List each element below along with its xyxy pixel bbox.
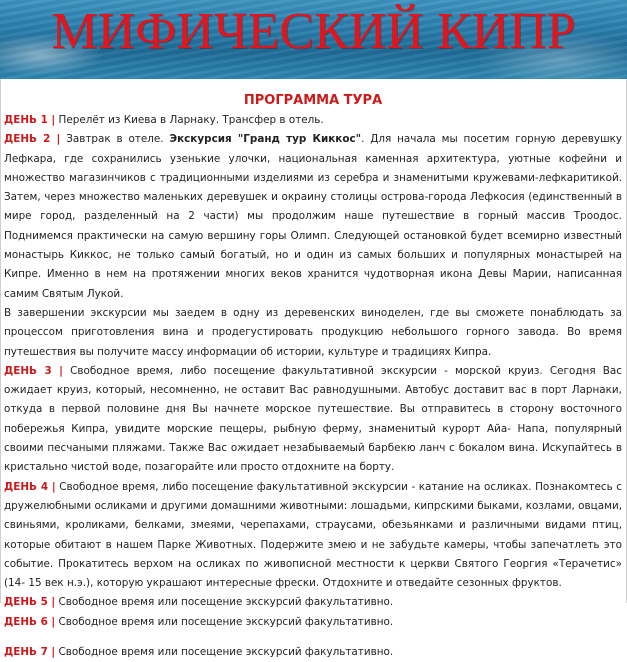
- day-label: ДЕНЬ 4 |: [4, 480, 56, 493]
- day-3: [4, 362, 622, 478]
- day-text: Свободное время или посещение экскурсий факультативно.: [55, 615, 394, 628]
- program-title: ПРОГРАММА ТУРА: [243, 93, 383, 108]
- excursion-title: Экскурсия "Гранд тур Киккос": [169, 133, 362, 146]
- day-4: [4, 478, 622, 594]
- day-label: ДЕНЬ 7 |: [4, 646, 56, 659]
- day-text: . Для начала мы посетим горную деревушку Лефкара, где сохранились узенькие улочки, национальная каменная архитектура, уютные кофейни и множество магазинчиков с традиционными изделиями из серебра и знаменитыми кружевами-лефкаритикой. Затем, через множество маленьких деревушек и окраину столицы острова-города Лефкосия (единственный в мире город, разделенный на 2 части) мы продолжим наше путешествие в горный массив Троодос. Поднимемся практически на самую вершину горы Олимп. Следующей остановкой будет всемирно известный монастырь Киккос, не только самый богатый, но и один из самых больших и популярных монастырей на Кипре. Именно в нем на протяжении многих веков хранится чудотворная икона Девы Марии, написанная самим Святым Лукой.: [4, 133, 623, 300]
- day-label: ДЕНЬ 3 |: [4, 364, 63, 377]
- day-2-extra: В завершении экскурсии мы заедем в одну из деревенских виноделен, где вы сможете понаблюдать за процессом приготовления вина и продегустировать продукцию небольшого горного завода. Во время путешествия вы получите массу информации об истории, культуре и традициях Кипра.: [4, 306, 622, 358]
- day-6: [4, 613, 622, 632]
- frame-left-border: [0, 79, 1, 603]
- day-label: ДЕНЬ 5 |: [4, 596, 56, 609]
- day-label: ДЕНЬ 1 |: [4, 114, 56, 126]
- banner-title: МИФИЧЕСКИЙ КИПР: [51, 3, 576, 60]
- day-text: Свободное время, либо посещение факультативной экскурсии - катание на осликах. Познакомтесь с дружелюбными осликами и другими домашними животными: лошадьми, кипрскими быками, козлами, овцами, свиньями, кроликами, белками, змеями, черепахами, страусами, обезьянками и различными видами птиц, которые обитают в нашем Парке Животных. Подержите змею и не забудьте камеры, чтобы запечатлеть это событие. Прокатитесь верхом на осликах по живописной местности к церкви Святого Георгия «Терачетис» (14- 15 век н.э.), которую украшают интересные фрески. Отдохните и отведайте сезонных фруктов.: [4, 480, 622, 590]
- day-1: [4, 111, 622, 130]
- day-intro: Завтрак в отеле.: [60, 133, 170, 146]
- day-label: ДЕНЬ 6 |: [4, 615, 56, 628]
- day-5: [4, 593, 622, 612]
- day-label: ДЕНЬ 2 |: [4, 133, 61, 146]
- day-2: [4, 130, 622, 304]
- day-7: [4, 643, 622, 662]
- day-text: Перелёт из Киева в Ларнаку. Трансфер в отель.: [55, 114, 324, 126]
- day-text: Свободное время или посещение экскурсий факультативно.: [55, 596, 394, 609]
- header-banner: [0, 0, 627, 79]
- day-text: Свободное время, либо посещение факультативной экскурсии - морской круиз. Сегодня Вас ожидает круиз, который, несомненно, не оставит Вас равнодушными. Автобус доставит вас в порт Ларнаки, откуда в первой половине дня Вы начнете морское путешествие. Вы отправитесь в сторону восточного побережья Кипра, увидите морские пещеры, рыбную ферму, знаменитый курорт Айа- Напа, популярный своими песчаными пляжами. Также Вас ожидает незабываемый барбекю ланч с бокалом вина. Искупайтесь в кристально чистой воде, позагорайте или просто отдохните на борту.: [4, 364, 622, 474]
- tour-program: [4, 92, 622, 662]
- day-text: Свободное время или посещение экскурсий факультативно.: [55, 646, 394, 659]
